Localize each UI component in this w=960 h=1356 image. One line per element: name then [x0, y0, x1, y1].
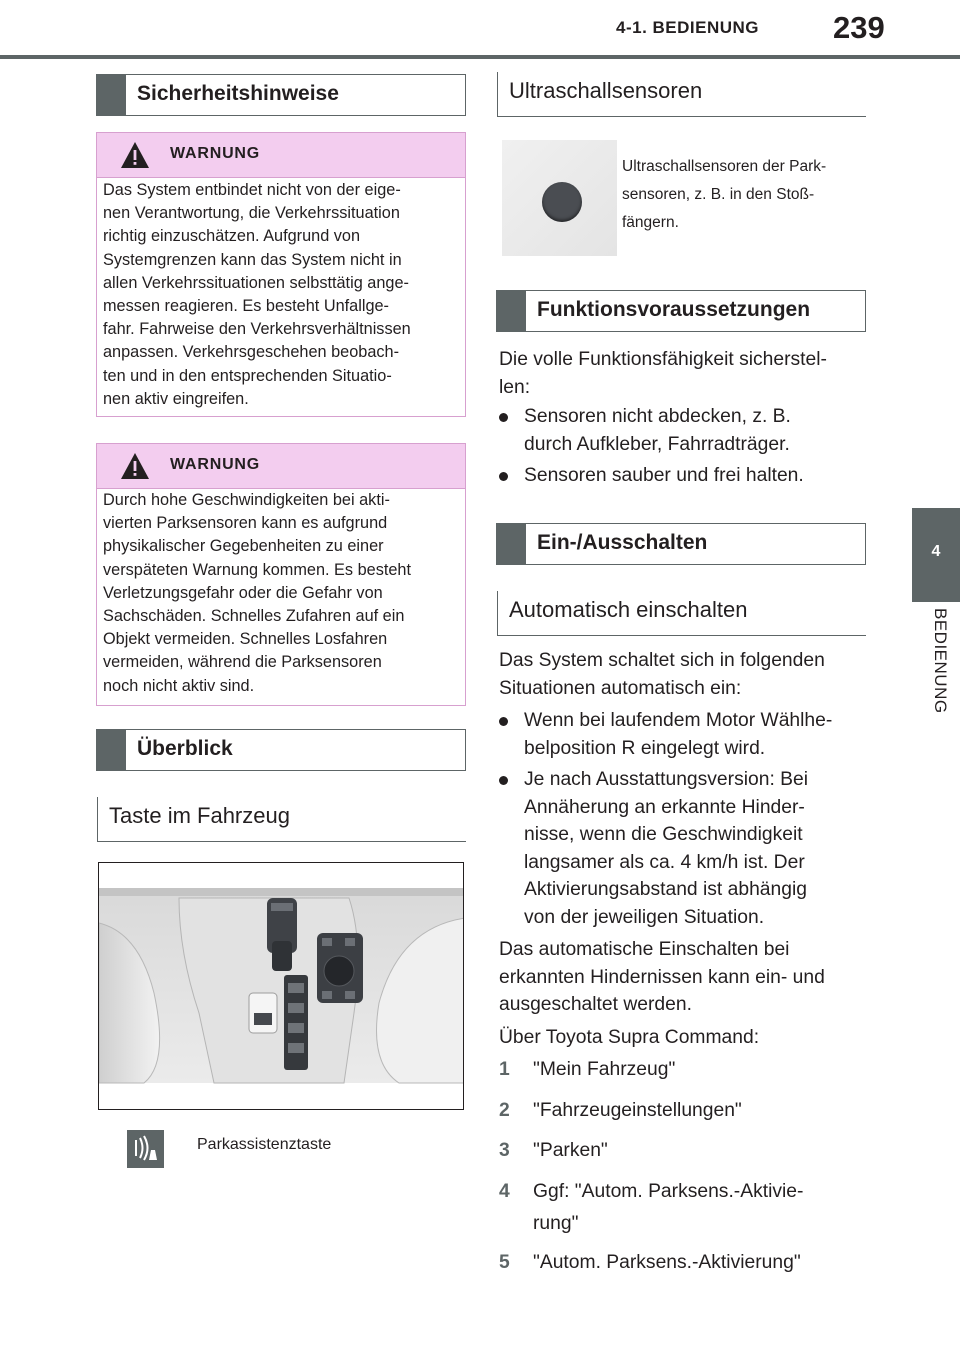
overview-heading [96, 729, 466, 771]
step-text: "Parken" [533, 1140, 608, 1161]
warning-header [97, 444, 465, 489]
warning-triangle-icon [120, 452, 150, 480]
park-assist-icon [127, 1130, 164, 1168]
warning-line: ten und in den entsprechenden Situatio- [103, 366, 392, 385]
step-text: "Fahrzeugeinstellungen" [533, 1100, 742, 1121]
warning-line: physikalischer Gegebenheiten zu einer [103, 537, 384, 556]
text-line: Wenn bei laufendem Motor Wählhe- [524, 710, 833, 731]
step-2 [499, 1097, 742, 1125]
onoff-heading-text: Ein-/Ausschalten [537, 531, 708, 554]
caption-line: fängern. [622, 214, 679, 231]
text-line: langsamer als ca. 4 km/h ist. Der [524, 851, 805, 873]
auto-subheading-text: Automatisch einschalten [509, 597, 748, 622]
text-line: Sensoren sauber und frei halten. [524, 465, 804, 486]
caption-line: sensoren, z. B. in den Stoß- [622, 186, 815, 203]
warning-box-2 [96, 443, 466, 706]
warning-triangle-icon [120, 141, 150, 169]
step-4 [499, 1176, 804, 1240]
warning-body [97, 489, 465, 698]
chapter-tab-label: BEDIENUNG [931, 608, 950, 714]
requirements-bullet [524, 403, 791, 458]
button-caption: Parkassistenztaste [197, 1136, 332, 1153]
warning-line: anpassen. Verkehrsgeschehen beobach- [103, 343, 399, 362]
step-5 [499, 1249, 801, 1277]
step-number: 3 [499, 1140, 510, 1161]
text-line: nisse, wenn die Geschwindigkeit [524, 824, 803, 845]
warning-line: Das System entbindet nicht von der eige- [103, 181, 401, 199]
text-line: Aktivierungsabstand ist abhängig [524, 879, 807, 900]
ultrasonic-caption [622, 153, 826, 237]
text-line: ausgeschaltet werden. [499, 994, 692, 1015]
warning-line: richtig einzuschätzen. Aufgrund von [103, 227, 361, 246]
warning-line: messen reagieren. Es besteht Unfallge- [103, 297, 389, 316]
center-console-image [98, 862, 464, 1110]
warning-line: noch nicht aktiv sind. [103, 676, 255, 695]
warning-line: nen Verantwortung, die Verkehrssituation [103, 204, 400, 223]
auto-subheading [497, 591, 866, 636]
bullet-dot [499, 717, 508, 726]
center-console-illustration [99, 863, 464, 1110]
auto-note [499, 936, 825, 1019]
text-line: durch Aufkleber, Fahrradträger. [524, 433, 790, 455]
bullet-dot [499, 776, 508, 785]
text-line: Je nach Ausstattungsversion: Bei [524, 769, 809, 790]
bullet-dot [499, 472, 508, 481]
text-line: erkannten Hindernissen kann ein- und [499, 966, 825, 988]
requirements-heading [496, 290, 866, 332]
warning-line: Objekt vermeiden. Schnelles Losfahren [103, 630, 388, 649]
warning-title: WARNUNG [170, 456, 261, 473]
warning-line: Systemgrenzen kann das System nicht in [103, 250, 402, 269]
warning-body [97, 178, 465, 411]
step-text: Ggf: "Autom. Parksens.-Aktivie- [533, 1181, 804, 1202]
heading-block [496, 290, 526, 332]
text-line: Die volle Funktionsfähigkeit sicherstel- [499, 349, 827, 370]
step-3 [499, 1137, 608, 1165]
step-number: 5 [499, 1252, 510, 1273]
text-line: Annäherung an erkannte Hinder- [524, 796, 805, 818]
step-number: 4 [499, 1181, 510, 1202]
section-title: 4-1. BEDIENUNG [616, 18, 760, 37]
button-subheading [97, 797, 466, 842]
button-subheading-text: Taste im Fahrzeug [109, 803, 290, 828]
auto-intro [499, 647, 825, 702]
chapter-tab[interactable]: 4 [912, 508, 960, 602]
text-line: Situationen automatisch ein: [499, 677, 742, 699]
bullet-dot [499, 413, 508, 422]
step-1 [499, 1056, 676, 1084]
requirements-bullet [524, 462, 804, 490]
page-number: 239 [833, 10, 885, 45]
auto-bullet [524, 766, 808, 931]
step-number: 1 [499, 1059, 510, 1080]
text-line: Das System schaltet sich in folgenden [499, 650, 825, 671]
step-text: rung" [533, 1213, 579, 1234]
warning-line: verspäteten Warnung kommen. Es besteht [103, 560, 411, 579]
warning-line: vermeiden, während die Parksensoren [103, 653, 382, 672]
heading-block [496, 523, 526, 565]
overview-heading-text: Überblick [137, 737, 233, 760]
park-assist-glyph [127, 1130, 164, 1168]
heading-block [96, 74, 126, 116]
warning-line: nen aktiv eingreifen. [103, 389, 249, 408]
warning-line: fahr. Fahrweise den Verkehrsverhältnissen [103, 320, 411, 339]
ultrasonic-subheading [497, 72, 866, 117]
text-line: belposition R eingelegt wird. [524, 737, 766, 759]
text-line: len: [499, 376, 531, 398]
warning-line: vierten Parksensoren kann es aufgrund [103, 514, 388, 533]
warning-box-1 [96, 132, 466, 417]
requirements-intro [499, 346, 827, 401]
heading-block [96, 729, 126, 771]
warning-line: Sachschäden. Schnelles Zufahren auf ein [103, 607, 405, 626]
warning-header [97, 133, 465, 178]
step-text: "Autom. Parksens.-Aktivierung" [533, 1252, 801, 1273]
safety-heading [96, 74, 466, 116]
warning-line: Verletzungsgefahr oder die Gefahr von [103, 583, 383, 602]
requirements-heading-text: Funktionsvoraussetzungen [537, 298, 811, 321]
ultrasonic-sensor-image [502, 140, 617, 256]
text-line: von der jeweiligen Situation. [524, 906, 765, 928]
step-number: 2 [499, 1100, 510, 1121]
warning-line: allen Verkehrssituationen selbsttätig ange- [103, 273, 409, 292]
sensor-disc [542, 182, 582, 222]
caption-line: Ultraschallsensoren der Park- [622, 158, 827, 175]
warning-line: Durch hohe Geschwindigkeiten bei akti- [103, 491, 390, 509]
step-text: "Mein Fahrzeug" [533, 1059, 676, 1080]
header-rule [0, 55, 960, 59]
safety-heading-text: Sicherheitshinweise [137, 82, 339, 105]
command-intro: Über Toyota Supra Command: [499, 1027, 760, 1048]
warning-title: WARNUNG [170, 145, 261, 162]
ultrasonic-subheading-text: Ultraschallsensoren [509, 78, 703, 103]
onoff-heading [496, 523, 866, 565]
auto-bullet [524, 707, 832, 762]
text-line: Das automatische Einschalten bei [499, 939, 790, 960]
text-line: Sensoren nicht abdecken, z. B. [524, 406, 791, 427]
